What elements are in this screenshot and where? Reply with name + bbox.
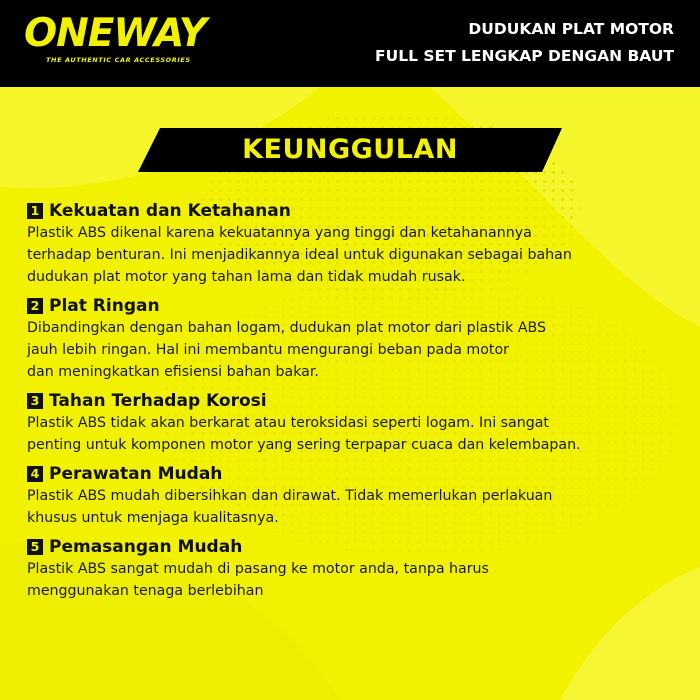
feature-number: 1: [27, 203, 43, 219]
section-title: KEUNGGULAN: [242, 134, 458, 165]
section-banner: [138, 128, 562, 172]
feature-title-text: Tahan Terhadap Korosi: [49, 391, 267, 411]
product-title-line1: DUDUKAN PLAT MOTOR: [468, 20, 674, 38]
brand-tagline: THE AUTHENTIC CAR ACCESSORIES: [46, 56, 191, 64]
feature-title: [27, 536, 687, 558]
header-bar: [0, 0, 700, 87]
product-title-line2: FULL SET LENGKAP DENGAN BAUT: [375, 47, 674, 65]
feature-number: 3: [27, 393, 43, 409]
feature-number: 2: [27, 298, 43, 314]
feature-title-text: Plat Ringan: [49, 296, 160, 316]
feature-description: Plastik ABS tidak akan berkarat atau teroksidasi seperti logam. Ini sangat penting untuk komponen motor yang sering terpapar cuaca dan kelembapan.: [27, 415, 581, 453]
feature-title: [27, 390, 687, 412]
brand-name: ONEWAY: [24, 11, 207, 56]
feature-description: Plastik ABS sangat mudah di pasang ke motor anda, tanpa harus menggunakan tenaga berlebihan: [27, 561, 489, 599]
feature-item: [27, 200, 687, 288]
feature-number: 5: [27, 539, 43, 555]
feature-title-text: Perawatan Mudah: [49, 464, 223, 484]
feature-item: [27, 536, 687, 602]
feature-title-text: Kekuatan dan Ketahanan: [49, 201, 291, 221]
product-title: [375, 16, 674, 70]
feature-item: [27, 390, 687, 456]
feature-title: [27, 463, 687, 485]
feature-number: 4: [27, 466, 43, 482]
feature-item: [27, 463, 687, 529]
brand-logo: [24, 11, 207, 64]
feature-description: Plastik ABS dikenal karena kekuatannya yang tinggi dan ketahanannya terhadap benturan. Ini menjadikannya ideal untuk digunakan sebagai bahan dudukan plat motor yang tahan lama dan tidak mudah rusak.: [27, 225, 572, 285]
feature-title: [27, 295, 687, 317]
feature-item: [27, 295, 687, 383]
feature-description: Plastik ABS mudah dibersihkan dan dirawat. Tidak memerlukan perlakuan khusus untuk menjaga kualitasnya.: [27, 488, 553, 526]
features-list: [27, 200, 687, 609]
feature-title: [27, 200, 687, 222]
feature-title-text: Pemasangan Mudah: [49, 537, 243, 557]
feature-description: Dibandingkan dengan bahan logam, dudukan plat motor dari plastik ABS jauh lebih ringan. Hal ini membantu mengurangi beban pada motor dan meningkatkan efisiensi bahan bakar.: [27, 320, 547, 380]
